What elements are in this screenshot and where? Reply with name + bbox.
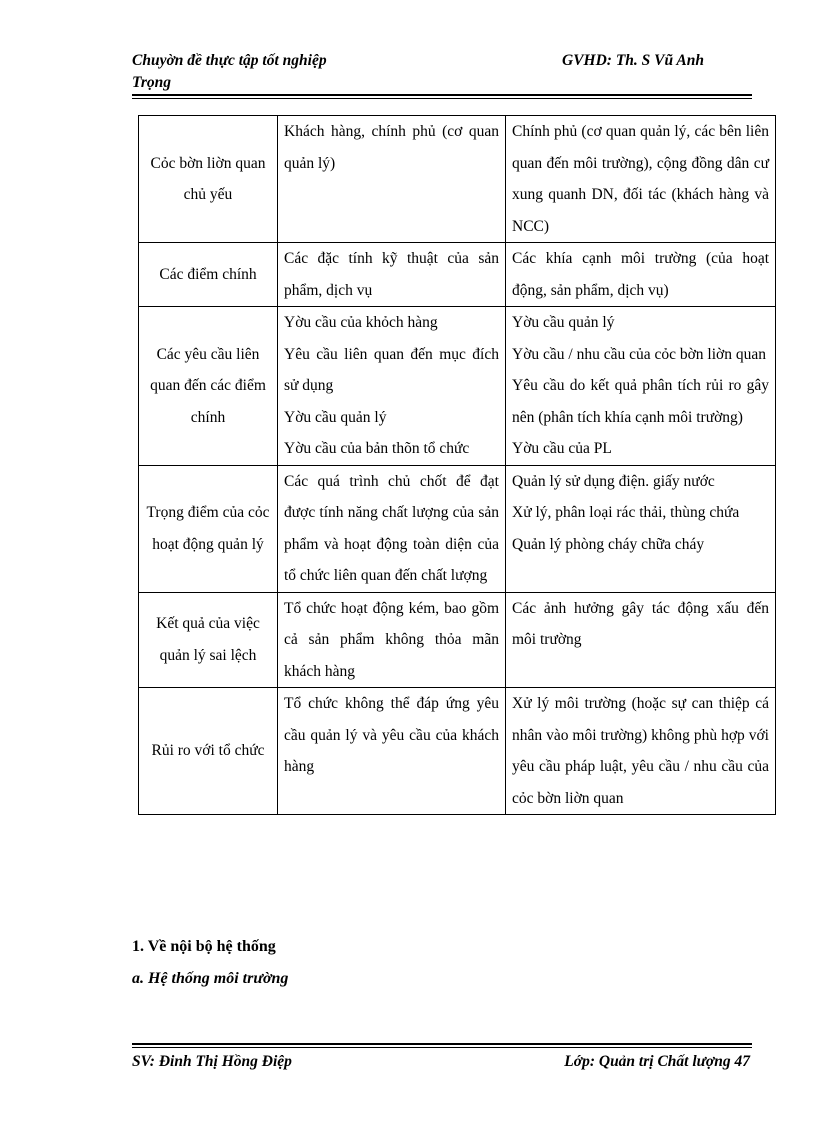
- cell-line: Các quá trình chủ chốt để đạt được tính năng chất lượng của sản phẩm và hoạt động toàn diện của tổ chức liên quan đến chất lượng: [284, 472, 499, 584]
- environment-cell: [506, 465, 776, 592]
- table-row: [139, 465, 776, 592]
- cell-line: Yờu cầu của bản thõn tổ chức: [284, 440, 470, 457]
- environment-cell: [506, 243, 776, 307]
- cell-line: Xử lý, phân loại rác thải, thùng chứa: [512, 504, 740, 521]
- footer-rule-thin: [132, 1047, 752, 1048]
- environment-cell: [506, 592, 776, 688]
- row-label-cell: [139, 688, 278, 815]
- header-advisor: GVHD: Th. S Vũ Anh: [562, 52, 704, 69]
- cell-line: Xử lý môi trường (hoặc sự can thiệp cá nhân vào môi trường) không phù hợp với yêu cầu pháp luật, yêu cầu / nhu cầu của cỏc bờn liờn quan: [512, 695, 769, 807]
- cell-line: Quản lý phòng cháy chữa cháy: [512, 535, 705, 553]
- quality-cell: [278, 688, 506, 815]
- cell-line: Khách hàng, chính phủ (cơ quan quản lý): [284, 123, 499, 172]
- quality-cell: [278, 465, 506, 592]
- cell-line: Yờu cầu của khỏch hàng: [284, 314, 438, 331]
- footer-rule: [132, 1043, 752, 1045]
- cell-line: Yêu cầu do kết quả phân tích rủi ro gây nên (phân tích khía cạnh môi trường): [512, 377, 769, 426]
- environment-cell: [506, 116, 776, 243]
- quality-cell: [278, 307, 506, 466]
- quality-cell: [278, 592, 506, 688]
- row-label: Trọng điểm của cỏc hoạt động quản lý: [146, 504, 270, 553]
- environment-cell: [506, 307, 776, 466]
- header-rule: [132, 94, 752, 96]
- row-label-cell: [139, 592, 278, 688]
- cell-line: Tổ chức hoạt động kém, bao gồm cả sản phẩm không thỏa mãn khách hàng: [284, 599, 499, 680]
- cell-line: Các ảnh hưởng gây tác động xấu đến môi trường: [512, 599, 769, 648]
- row-label: Các điểm chính: [159, 265, 257, 283]
- row-label: Cỏc bờn liờn quan chủ yếu: [150, 154, 266, 203]
- subsection-heading: a. Hệ thống môi trường: [132, 970, 289, 987]
- table-row: [139, 592, 776, 688]
- section-heading: 1. Về nội bộ hệ thống: [132, 938, 276, 955]
- cell-line: Yờu cầu quản lý: [512, 314, 615, 331]
- row-label: Các yêu cầu liên quan đến các điểm chính: [150, 345, 266, 426]
- header-title: Chuyờn đề thực tập tốt nghiệp: [132, 52, 327, 69]
- cell-line: Chính phủ (cơ quan quản lý, các bên liên quan đến môi trường), cộng đồng dân cư xung quanh DN, đối tác (khách hàng và NCC): [512, 123, 769, 235]
- footer-class: Lớp: Quản trị Chất lượng 47: [564, 1053, 750, 1070]
- cell-line: Yờu cầu quản lý: [284, 408, 387, 426]
- cell-line: Yờu cầu của PL: [512, 440, 612, 457]
- table-row: [139, 243, 776, 307]
- quality-cell: [278, 116, 506, 243]
- table-row: [139, 688, 776, 815]
- cell-line: Các khía cạnh môi trường (của hoạt động, sản phẩm, dịch vụ): [512, 250, 769, 299]
- environment-cell: [506, 688, 776, 815]
- row-label-cell: [139, 243, 278, 307]
- table-row: [139, 307, 776, 466]
- comparison-table: [138, 115, 776, 815]
- row-label: Kết quả của việc quản lý sai lệch: [156, 615, 260, 664]
- header-rule-thin: [132, 98, 752, 99]
- cell-line: Quản lý sử dụng điện. giấy nước: [512, 472, 715, 490]
- table-row: [139, 116, 776, 243]
- row-label-cell: [139, 465, 278, 592]
- header-title-continued: Trọng: [132, 74, 172, 91]
- cell-line: Yờu cầu / nhu cầu của cỏc bờn liờn quan: [512, 345, 766, 363]
- quality-cell: [278, 243, 506, 307]
- cell-line: Yêu cầu liên quan đến mục đích sử dụng: [284, 345, 499, 394]
- footer-student: SV: Đinh Thị Hồng Điệp: [132, 1053, 292, 1070]
- cell-line: Các đặc tính kỹ thuật của sản phẩm, dịch vụ: [284, 250, 499, 299]
- row-label-cell: [139, 307, 278, 466]
- page-header: [132, 52, 752, 92]
- cell-line: Tổ chức không thể đáp ứng yêu cầu quản lý và yêu cầu của khách hàng: [284, 695, 499, 775]
- row-label-cell: [139, 116, 278, 243]
- row-label: Rủi ro với tổ chức: [151, 742, 265, 760]
